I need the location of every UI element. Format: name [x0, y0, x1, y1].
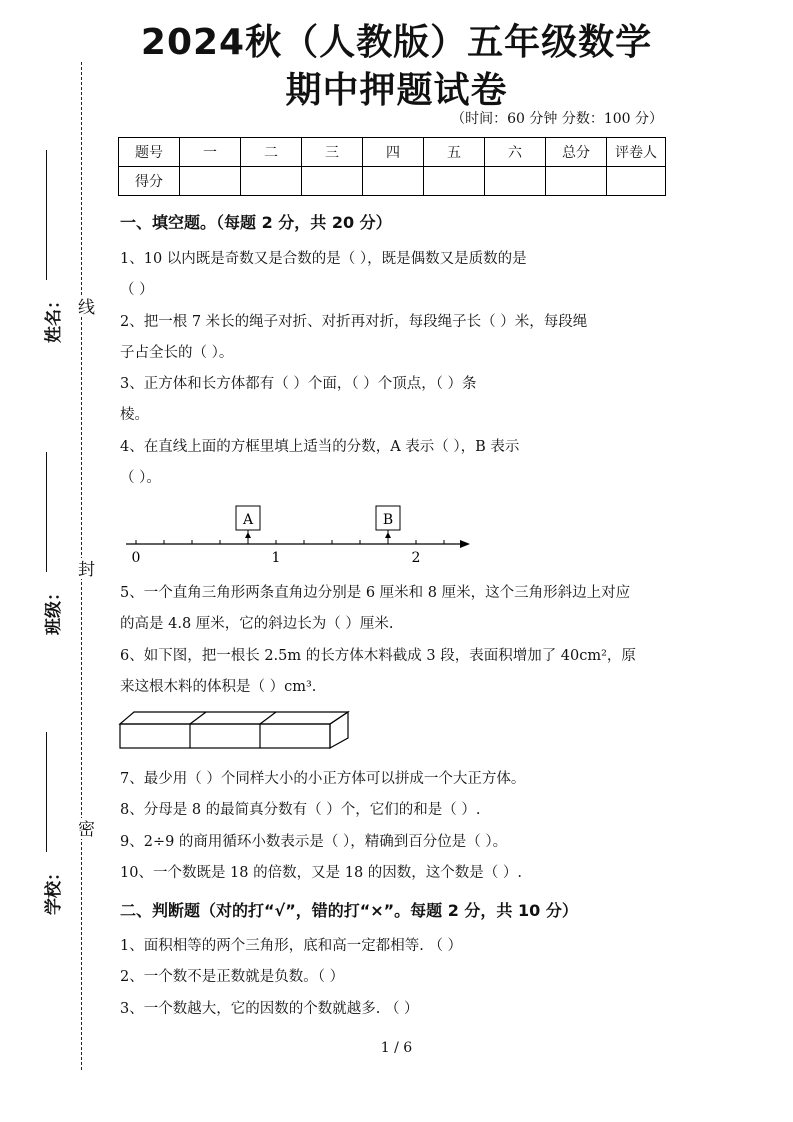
question-3-line2: 棱。	[120, 407, 149, 423]
question-7: 7、最少用（ ）个同样大小的小正方体可以拼成一个大正方体。	[120, 771, 526, 787]
cuboid-side-face	[330, 712, 348, 748]
score-row-label: 得分	[119, 167, 180, 196]
page-title-line2: 期中押题试卷	[285, 70, 508, 111]
cuboid-front-face	[120, 724, 330, 748]
cut-line-1-top	[190, 712, 206, 724]
cuboid-top-face	[120, 712, 348, 724]
score-cell: 二	[241, 138, 302, 167]
score-input-cell[interactable]	[607, 167, 666, 196]
binding-mark-line: 线	[72, 296, 97, 317]
question-3-line1: 3、正方体和长方体都有（ ）个面，（ ）个顶点，（ ）条	[120, 376, 477, 392]
score-cell: 五	[424, 138, 485, 167]
box-b-label: B	[382, 512, 394, 528]
binding-mark-seal: 封	[72, 558, 97, 579]
score-cell: 评卷人	[607, 138, 666, 167]
question-1-line1: 1、10 以内既是奇数又是合数的是（ ），既是偶数又是质数的是	[120, 251, 527, 267]
question-4-line2: （ ）。	[120, 470, 161, 486]
score-input-cell[interactable]	[241, 167, 302, 196]
score-cell: 一	[180, 138, 241, 167]
score-input-cell[interactable]	[180, 167, 241, 196]
question-4-line1: 4、在直线上面的方框里填上适当的分数，A 表示（ ），B 表示	[120, 439, 520, 455]
tick-label-0: 0	[131, 550, 141, 566]
question-1-line2: （ ）	[120, 282, 154, 298]
question-6-line2: 来这根木料的体积是（ ）cm³.	[120, 679, 317, 695]
page-title-line1: 2024秋（人教版）五年级数学	[140, 22, 653, 63]
score-cell: 六	[485, 138, 546, 167]
class-underline	[46, 452, 47, 572]
tick-label-1: 1	[271, 550, 281, 566]
school-underline	[46, 732, 47, 852]
box-a-label: A	[242, 512, 254, 528]
score-cell: 总分	[546, 138, 607, 167]
number-line-figure	[118, 500, 478, 570]
judge-question-1: 1、面积相等的两个三角形，底和高一定都相等. （ ）	[120, 938, 463, 954]
score-input-cell[interactable]	[485, 167, 546, 196]
question-2-line2: 子占全长的（ ）。	[120, 345, 234, 361]
page-number: 1 / 6	[380, 1040, 413, 1056]
score-cell: 三	[302, 138, 363, 167]
name-label: 姓名：	[44, 292, 64, 343]
judge-question-2: 2、一个数不是正数就是负数。（ ）	[120, 969, 345, 985]
question-5-line1: 5、一个直角三角形两条直角边分别是 6 厘米和 8 厘米，这个三角形斜边上对应	[120, 585, 631, 601]
arrow-b-icon	[385, 532, 391, 538]
score-input-cell[interactable]	[302, 167, 363, 196]
section1-heading: 一、填空题。（每题 2 分，共 20 分）	[120, 213, 392, 232]
judge-question-3: 3、一个数越大，它的因数的个数就越多. （ ）	[120, 1001, 419, 1017]
school-label: 学校：	[44, 864, 64, 915]
question-10: 10、一个数既是 18 的倍数，又是 18 的因数，这个数是（ ）.	[120, 865, 523, 881]
arrow-a-icon	[245, 532, 251, 538]
score-cell: 题号	[119, 138, 180, 167]
class-label: 班级：	[44, 584, 64, 635]
question-9: 9、2÷9 的商用循环小数表示是（ ），精确到百分位是（ ）。	[120, 834, 508, 850]
score-input-cell[interactable]	[424, 167, 485, 196]
score-table-score-row	[119, 167, 666, 196]
exam-info: （时间：60 分钟 分数：100 分）	[451, 111, 663, 127]
name-underline	[46, 150, 47, 280]
binding-mark-secret: 密	[72, 818, 97, 839]
tick-label-2: 2	[411, 550, 421, 566]
question-8: 8、分母是 8 的最简真分数有（ ）个，它们的和是（ ）.	[120, 802, 481, 818]
score-input-cell[interactable]	[546, 167, 607, 196]
cuboid-figure	[118, 710, 358, 752]
question-2-line1: 2、把一根 7 米长的绳子对折、对折再对折，每段绳子长（ ）米，每段绳	[120, 314, 588, 330]
question-6-line1: 6、如下图，把一根长 2.5m 的长方体木料截成 3 段，表面积增加了 40cm²，原	[120, 648, 636, 664]
cut-line-2-top	[260, 712, 276, 724]
score-cell: 四	[363, 138, 424, 167]
question-5-line2: 的高是 4.8 厘米，它的斜边长为（ ）厘米.	[120, 616, 394, 632]
number-line-arrow	[460, 540, 470, 548]
score-input-cell[interactable]	[363, 167, 424, 196]
section2-heading: 二、判断题（对的打“√”，错的打“×”。每题 2 分，共 10 分）	[120, 901, 578, 920]
score-table	[118, 137, 666, 196]
score-table-header-row	[119, 138, 666, 167]
